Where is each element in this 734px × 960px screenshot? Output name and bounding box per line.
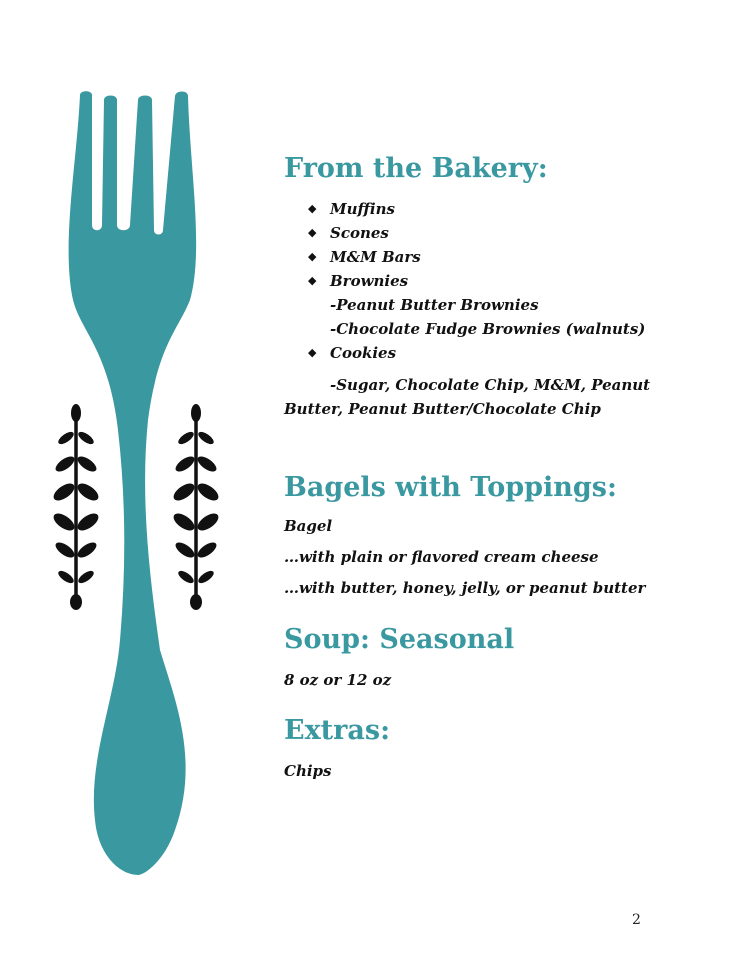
diamond-bullet-icon: ◆ — [308, 250, 317, 263]
bakery-list-cookies — [308, 343, 396, 367]
cookie-varieties-line: -Sugar, Chocolate Chip, M&M, Peanut — [330, 376, 651, 394]
diamond-bullet-icon: ◆ — [308, 274, 317, 287]
section-heading-bagels: Bagels with Toppings: — [284, 472, 617, 503]
list-item: ◆ Brownies — [308, 272, 409, 290]
list-item: ◆ Muffins — [308, 200, 395, 218]
section-heading-extras: Extras: — [284, 715, 391, 746]
extras-items: Chips — [284, 762, 332, 780]
list-item: ◆ Cookies — [308, 344, 397, 362]
list-item: ◆ M&M Bars — [308, 248, 421, 266]
leaf-sprig-icon — [171, 404, 222, 610]
leaf-sprig-icon — [51, 404, 102, 610]
section-heading-soup: Soup: Seasonal — [284, 624, 515, 655]
cookie-varieties-line: Butter, Peanut Butter/Chocolate Chip — [284, 400, 601, 418]
page-number: 2 — [632, 912, 641, 928]
bagel-line: …with butter, honey, jelly, or peanut butter — [284, 579, 646, 597]
diamond-bullet-icon: ◆ — [308, 346, 317, 359]
list-item: ◆ Scones — [308, 224, 389, 242]
section-heading-bakery: From the Bakery: — [284, 153, 548, 184]
fork-icon — [69, 91, 197, 875]
bakery-list — [308, 199, 421, 295]
brownie-sub-item: -Peanut Butter Brownies — [330, 296, 539, 314]
bagel-line: …with plain or flavored cream cheese — [284, 548, 599, 566]
diamond-bullet-icon: ◆ — [308, 226, 317, 239]
diamond-bullet-icon: ◆ — [308, 202, 317, 215]
bagel-line: Bagel — [284, 517, 333, 535]
brownie-sub-item: -Chocolate Fudge Brownies (walnuts) — [330, 320, 646, 338]
soup-sizes: 8 oz or 12 oz — [284, 671, 392, 689]
